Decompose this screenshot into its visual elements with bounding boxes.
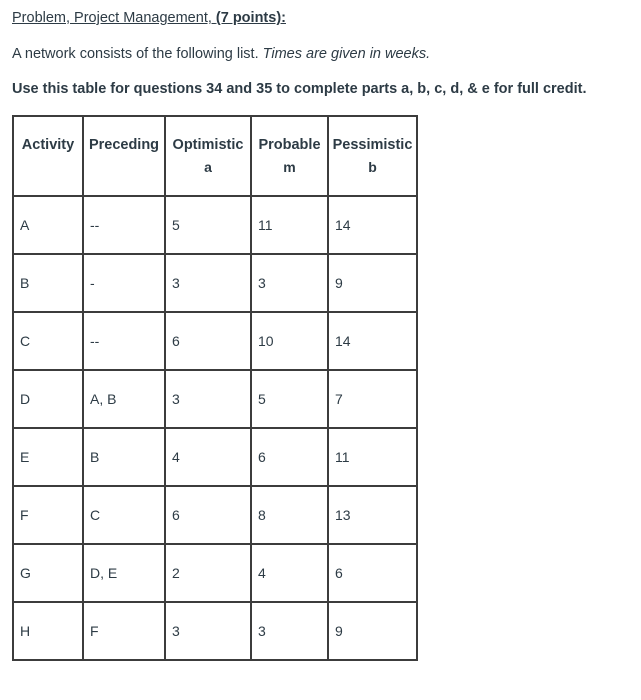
problem-title — [12, 10, 286, 26]
cell-activity: F — [13, 486, 83, 544]
cell-pessimistic: 9 — [328, 602, 417, 660]
intro-italic: Times are given in weeks. — [262, 46, 431, 62]
cell-probable: 8 — [251, 486, 328, 544]
header-pessimistic: Pessimistic b — [328, 116, 417, 196]
cell-probable: 3 — [251, 602, 328, 660]
instruction-text: Use this table for questions 34 and 35 to complete parts a, b, c, d, & e for full credit. — [12, 81, 587, 97]
cell-optimistic: 3 — [165, 254, 251, 312]
table-row — [13, 370, 417, 428]
problem-title-text: Problem, Project Management, — [12, 10, 216, 26]
cell-activity: E — [13, 428, 83, 486]
intro-text — [12, 46, 430, 62]
cell-activity: B — [13, 254, 83, 312]
cell-pessimistic: 11 — [328, 428, 417, 486]
cell-probable: 3 — [251, 254, 328, 312]
cell-preceding: -- — [83, 196, 165, 254]
cell-probable: 6 — [251, 428, 328, 486]
header-probable: Probable m — [251, 116, 328, 196]
cell-preceding: D, E — [83, 544, 165, 602]
cell-activity: A — [13, 196, 83, 254]
cell-preceding: B — [83, 428, 165, 486]
table-row — [13, 428, 417, 486]
table-row — [13, 544, 417, 602]
cell-probable: 4 — [251, 544, 328, 602]
cell-optimistic: 4 — [165, 428, 251, 486]
cell-pessimistic: 9 — [328, 254, 417, 312]
table-row — [13, 486, 417, 544]
cell-probable: 11 — [251, 196, 328, 254]
cell-pessimistic: 14 — [328, 196, 417, 254]
cell-probable: 10 — [251, 312, 328, 370]
cell-pessimistic: 13 — [328, 486, 417, 544]
table-row — [13, 602, 417, 660]
header-optimistic: Optimistic a — [165, 116, 251, 196]
cell-optimistic: 3 — [165, 602, 251, 660]
table-row — [13, 196, 417, 254]
cell-preceding: A, B — [83, 370, 165, 428]
table-header-row — [13, 116, 417, 196]
cell-preceding: -- — [83, 312, 165, 370]
cell-activity: G — [13, 544, 83, 602]
table-row — [13, 312, 417, 370]
cell-preceding: C — [83, 486, 165, 544]
cell-optimistic: 6 — [165, 312, 251, 370]
cell-optimistic: 5 — [165, 196, 251, 254]
cell-probable: 5 — [251, 370, 328, 428]
cell-optimistic: 6 — [165, 486, 251, 544]
intro-plain: A network consists of the following list. — [12, 46, 263, 62]
activity-table — [12, 115, 418, 661]
cell-pessimistic: 14 — [328, 312, 417, 370]
cell-preceding: - — [83, 254, 165, 312]
cell-optimistic: 2 — [165, 544, 251, 602]
cell-activity: C — [13, 312, 83, 370]
table-row — [13, 254, 417, 312]
cell-activity: D — [13, 370, 83, 428]
cell-optimistic: 3 — [165, 370, 251, 428]
cell-preceding: F — [83, 602, 165, 660]
cell-pessimistic: 6 — [328, 544, 417, 602]
cell-activity: H — [13, 602, 83, 660]
problem-points: (7 points): — [215, 10, 286, 26]
cell-pessimistic: 7 — [328, 370, 417, 428]
header-activity: Activity — [13, 116, 83, 196]
header-preceding: Preceding — [83, 116, 165, 196]
